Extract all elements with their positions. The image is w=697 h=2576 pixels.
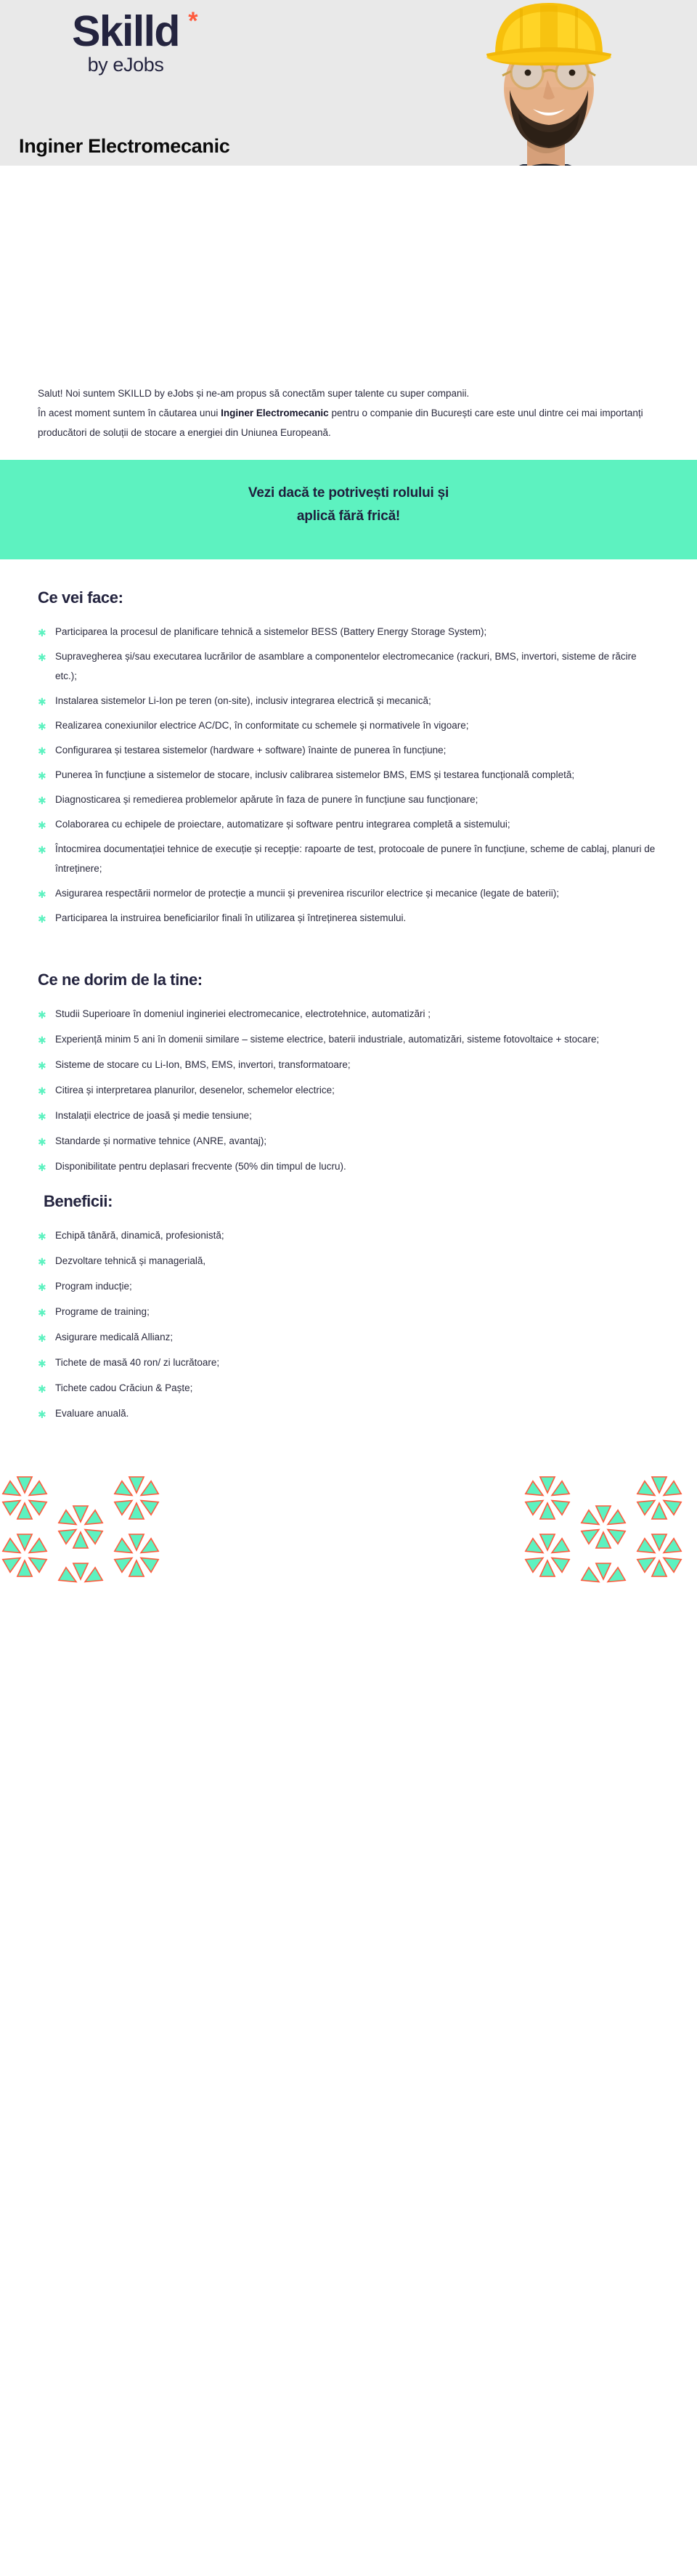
triangle-shape xyxy=(652,1534,667,1550)
triangle-shape xyxy=(29,1481,46,1495)
hero-banner xyxy=(0,0,697,363)
triangle-shape xyxy=(582,1529,599,1544)
triangle-shape xyxy=(17,1560,32,1576)
triangle-shape xyxy=(664,1481,681,1495)
list-beneficii xyxy=(38,1211,659,1423)
bullet-asterisk-icon: ✱ xyxy=(38,819,46,831)
triangle-shape xyxy=(540,1503,555,1519)
logo-wordmark xyxy=(72,7,197,55)
bullet-asterisk-icon: ✱ xyxy=(38,1034,46,1046)
list-item-text: Realizarea conexiunilor electrice AC/DC, în conformitate cu schemele și normativele în vigoare; xyxy=(55,719,469,731)
section-ce-ne-dorim xyxy=(0,933,697,1176)
asterisk-cluster xyxy=(526,1534,569,1576)
list-item-text: Programe de training; xyxy=(55,1305,150,1317)
triangle-shape xyxy=(608,1510,625,1524)
logo-subtitle: by eJobs xyxy=(87,54,164,76)
list-item xyxy=(38,839,659,878)
list-item xyxy=(38,1378,659,1398)
triangle-shape xyxy=(73,1563,88,1579)
triangle-shape xyxy=(129,1560,144,1576)
triangle-shape xyxy=(608,1529,625,1544)
list-item xyxy=(38,1302,659,1321)
list-item xyxy=(38,1080,659,1100)
triangle-shape xyxy=(85,1510,102,1524)
list-item xyxy=(38,908,659,928)
triangle-shape xyxy=(526,1500,543,1515)
list-item-text: Întocmirea documentației tehnice de execuție și recepție: rapoarte de test, protocoale de punere în funcțiune, scheme de cablaj, planuri de întreținere; xyxy=(55,843,656,874)
triangle-shape xyxy=(115,1481,132,1495)
section-beneficii xyxy=(0,1182,697,1423)
bullet-asterisk-icon: ✱ xyxy=(38,1059,46,1072)
triangle-shape xyxy=(637,1500,655,1515)
list-item xyxy=(38,814,659,834)
section-heading-ce-ne-dorim: Ce ne dorim de la tine: xyxy=(38,970,203,989)
triangle-shape xyxy=(59,1529,76,1544)
triangle-shape xyxy=(141,1558,158,1572)
bullet-asterisk-icon: ✱ xyxy=(38,720,46,732)
list-item-text: Diagnosticarea și remedierea problemelor apărute în faza de punere în funcțiune sau funcționare; xyxy=(55,793,478,805)
list-item xyxy=(38,1055,659,1074)
triangle-shape xyxy=(59,1567,76,1581)
triangle-shape xyxy=(115,1558,132,1572)
list-item-text: Instalarea sistemelor Li-Ion pe teren (on-site), inclusiv integrarea electrică și mecanică; xyxy=(55,694,431,706)
list-item-text: Instalații electrice de joasă și medie tensiune; xyxy=(55,1109,252,1121)
logo-word-text: Skilld xyxy=(72,7,179,55)
list-item xyxy=(38,1251,659,1271)
list-item-text: Studii Superioare în domeniul ingineriei electromecanice, electrotehnice, automatizări ; xyxy=(55,1008,431,1019)
cta-banner xyxy=(0,460,697,559)
list-item-text: Program inducție; xyxy=(55,1280,132,1292)
triangle-shape xyxy=(115,1538,132,1552)
bullet-asterisk-icon: ✱ xyxy=(38,1085,46,1097)
triangle-shape xyxy=(85,1529,102,1544)
triangle-shape xyxy=(115,1500,132,1515)
list-item xyxy=(38,622,659,641)
cta-banner-line-1: Vezi dacă te potrivești rolului și xyxy=(248,485,449,501)
list-item xyxy=(38,790,659,809)
asterisk-cluster xyxy=(582,1506,625,1548)
asterisk-cluster xyxy=(582,1563,625,1584)
list-item-text: Standarde și normative tehnice (ANRE, avantaj); xyxy=(55,1135,267,1146)
triangle-shape xyxy=(540,1477,555,1493)
list-item-text: Sisteme de stocare cu Li-Ion, BMS, EMS, invertori, transformatoare; xyxy=(55,1058,351,1070)
triangle-shape xyxy=(129,1534,144,1550)
footer-decorative-pattern xyxy=(0,1454,697,1584)
list-item xyxy=(38,740,659,760)
triangle-shape xyxy=(17,1503,32,1519)
triangle-shape xyxy=(552,1500,569,1515)
triangle-shape xyxy=(582,1510,599,1524)
triangle-shape xyxy=(29,1500,46,1515)
intro-text-after: pentru o companie din București care este unul dintre cei mai importanți producători de soluții de stocare a energiei din Uniunea Europeană. xyxy=(38,408,643,438)
triangle-shape xyxy=(141,1538,158,1552)
list-item xyxy=(38,647,659,686)
list-item xyxy=(38,883,659,903)
asterisk-cluster xyxy=(59,1506,102,1548)
triangle-shape xyxy=(141,1481,158,1495)
triangle-shape xyxy=(582,1567,599,1581)
bullet-asterisk-icon: ✱ xyxy=(38,651,46,663)
bullet-asterisk-icon: ✱ xyxy=(38,1008,46,1021)
bullet-asterisk-icon: ✱ xyxy=(38,695,46,708)
triangle-shape xyxy=(29,1538,46,1552)
list-item xyxy=(38,691,659,710)
triangle-shape xyxy=(664,1538,681,1552)
list-item-text: Echipă tânără, dinamică, profesionistă; xyxy=(55,1229,224,1241)
triangle-shape xyxy=(652,1560,667,1576)
bullet-asterisk-icon: ✱ xyxy=(38,888,46,900)
list-item xyxy=(38,1353,659,1372)
triangle-shape xyxy=(552,1558,569,1572)
bullet-asterisk-icon: ✱ xyxy=(38,1332,46,1344)
list-item xyxy=(38,1004,659,1024)
section-ce-vei-face xyxy=(0,559,697,928)
hero-white-underlay xyxy=(0,166,697,363)
bullet-asterisk-icon: ✱ xyxy=(38,794,46,806)
list-item-text: Asigurarea respectării normelor de protecție a muncii și prevenirea riscurilor electrice și mecanice (legate de baterii); xyxy=(55,887,560,899)
triangle-shape xyxy=(526,1481,543,1495)
intro-paragraph-2 xyxy=(38,403,659,442)
triangle-shape xyxy=(540,1560,555,1576)
triangle-shape xyxy=(526,1538,543,1552)
triangle-shape xyxy=(129,1477,144,1493)
triangle-shape xyxy=(552,1481,569,1495)
list-item xyxy=(38,1106,659,1125)
triangle-shape xyxy=(664,1558,681,1572)
list-ce-ne-dorim xyxy=(38,989,659,1176)
bullet-asterisk-icon: ✱ xyxy=(38,1281,46,1293)
list-item-text: Tichete cadou Crăciun & Paște; xyxy=(55,1382,193,1393)
asterisk-cluster xyxy=(526,1477,569,1519)
list-item xyxy=(38,1157,659,1176)
list-item-text: Experiență minim 5 ani în domenii similare – sisteme electrice, baterii industriale, automatizări, sisteme fotovoltaice + stocare; xyxy=(55,1033,600,1045)
triangle-shape xyxy=(85,1567,102,1581)
triangle-shape xyxy=(637,1481,655,1495)
triangle-shape xyxy=(540,1534,555,1550)
list-item-text: Citirea și interpretarea planurilor, desenelor, schemelor electrice; xyxy=(55,1084,335,1095)
list-item xyxy=(38,1404,659,1423)
list-item-text: Supravegherea și/sau executarea lucrărilor de asamblare a componentelor electromecanice (rackuri, BMS, invertori, sisteme de răcire etc.); xyxy=(55,650,637,681)
triangle-shape xyxy=(664,1500,681,1515)
list-item xyxy=(38,1131,659,1151)
section-heading-ce-vei-face: Ce vei face: xyxy=(38,588,123,607)
list-item xyxy=(38,1327,659,1347)
brand-logo xyxy=(42,7,209,76)
bullet-asterisk-icon: ✱ xyxy=(38,1357,46,1369)
section-heading-beneficii: Beneficii: xyxy=(44,1191,113,1210)
bullet-asterisk-icon: ✱ xyxy=(38,1382,46,1395)
list-item xyxy=(38,1029,659,1049)
triangle-shape xyxy=(637,1538,655,1552)
bullet-asterisk-icon: ✱ xyxy=(38,1408,46,1420)
triangle-shape xyxy=(552,1538,569,1552)
list-item-text: Punerea în funcțiune a sistemelor de stocare, inclusiv calibrarea sistemelor BMS, EMS și testarea funcțională completă; xyxy=(55,769,575,780)
bullet-asterisk-icon: ✱ xyxy=(38,1110,46,1122)
bullet-asterisk-icon: ✱ xyxy=(38,1255,46,1268)
triangle-shape xyxy=(3,1500,20,1515)
triangle-shape xyxy=(3,1558,20,1572)
asterisk-cluster xyxy=(3,1534,46,1576)
triangle-shape xyxy=(73,1532,88,1548)
asterisk-cluster xyxy=(637,1477,681,1519)
list-item-text: Colaborarea cu echipele de proiectare, automatizare și software pentru integrarea completă a sistemului; xyxy=(55,818,510,830)
page-title: Inginer Electromecanic xyxy=(19,135,230,157)
triangle-shape xyxy=(596,1532,611,1548)
list-item xyxy=(38,1226,659,1245)
triangle-shape xyxy=(17,1534,32,1550)
list-item-text: Disponibilitate pentru deplasari frecvente (50% din timpul de lucru). xyxy=(55,1160,346,1172)
bullet-asterisk-icon: ✱ xyxy=(38,1306,46,1319)
triangle-shape xyxy=(608,1567,625,1581)
triangle-shape xyxy=(59,1510,76,1524)
asterisk-cluster xyxy=(3,1477,46,1519)
triangle-shape xyxy=(596,1506,611,1522)
list-item-text: Participarea la procesul de planificare tehnică a sistemelor BESS (Battery Energy Storage System); xyxy=(55,625,487,637)
bullet-asterisk-icon: ✱ xyxy=(38,1135,46,1148)
triangle-shape xyxy=(141,1500,158,1515)
list-item-text: Participarea la instruirea beneficiarilor finali în utilizarea și întreținerea sistemului. xyxy=(55,912,407,923)
bullet-asterisk-icon: ✱ xyxy=(38,912,46,925)
bullet-asterisk-icon: ✱ xyxy=(38,769,46,782)
list-item-text: Evaluare anuală. xyxy=(55,1407,129,1419)
list-item-text: Tichete de masă 40 ron/ zi lucrătoare; xyxy=(55,1356,220,1368)
asterisk-cluster xyxy=(59,1563,102,1584)
triangle-shape xyxy=(17,1477,32,1493)
intro-text-before: În acest moment suntem în căutarea unui xyxy=(38,408,221,418)
bullet-asterisk-icon: ✱ xyxy=(38,1161,46,1173)
triangle-shape xyxy=(29,1558,46,1572)
list-item-text: Dezvoltare tehnică și managerială, xyxy=(55,1255,206,1266)
asterisk-cluster xyxy=(115,1477,158,1519)
list-ce-vei-face xyxy=(38,607,659,928)
triangle-shape xyxy=(652,1477,667,1493)
triangle-shape xyxy=(596,1563,611,1579)
triangle-shape xyxy=(652,1503,667,1519)
triangle-shape xyxy=(129,1503,144,1519)
bullet-asterisk-icon: ✱ xyxy=(38,1230,46,1242)
bullet-asterisk-icon: ✱ xyxy=(38,745,46,757)
intro-section xyxy=(0,363,697,460)
list-item-text: Asigurare medicală Allianz; xyxy=(55,1331,174,1342)
triangle-shape xyxy=(3,1481,20,1495)
asterisk-cluster xyxy=(115,1534,158,1576)
bullet-asterisk-icon: ✱ xyxy=(38,843,46,856)
list-item-text: Configurarea și testarea sistemelor (hardware + software) înainte de punerea în funcțiune; xyxy=(55,744,447,756)
hero-photo-engineer xyxy=(378,0,697,166)
logo-asterisk-icon: * xyxy=(188,7,197,35)
intro-job-title-bold: Inginer Electromecanic xyxy=(221,408,329,418)
list-item xyxy=(38,716,659,735)
triangle-shape xyxy=(3,1538,20,1552)
cta-banner-line-2: aplică fără frică! xyxy=(296,509,401,524)
asterisk-cluster xyxy=(637,1534,681,1576)
list-item xyxy=(38,765,659,785)
triangle-shape xyxy=(73,1506,88,1522)
bullet-asterisk-icon: ✱ xyxy=(38,626,46,639)
intro-paragraph-1: Salut! Noi suntem SKILLD by eJobs și ne-am propus să conectăm super talente cu super companii. xyxy=(38,388,470,399)
list-item xyxy=(38,1276,659,1296)
triangle-shape xyxy=(637,1558,655,1572)
triangle-shape xyxy=(526,1558,543,1572)
